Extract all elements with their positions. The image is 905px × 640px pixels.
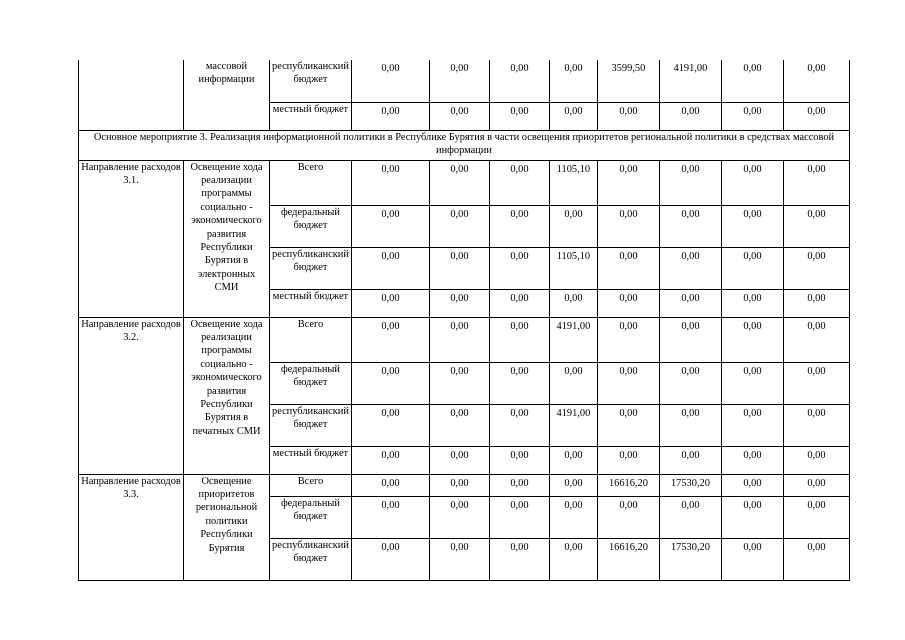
value-cell: 0,00	[783, 317, 849, 362]
value-cell: 0,00	[783, 474, 849, 496]
value-cell: 0,00	[549, 446, 597, 474]
value-cell: 1105,10	[549, 247, 597, 289]
value-cell: 0,00	[597, 404, 659, 446]
funding-source-cell: Всего	[270, 317, 352, 362]
value-cell: 0,00	[429, 474, 489, 496]
value-cell: 0,00	[549, 60, 597, 102]
value-cell: 0,00	[351, 205, 429, 247]
budget-table-page	[78, 60, 850, 581]
funding-source-cell: федеральный бюджет	[270, 205, 352, 247]
direction-label-cell: Направление расходов 3.3.	[79, 474, 184, 580]
funding-source-cell: Всего	[270, 160, 352, 205]
value-cell: 0,00	[659, 102, 721, 130]
value-cell: 0,00	[429, 160, 489, 205]
value-cell: 0,00	[783, 102, 849, 130]
value-cell: 0,00	[659, 247, 721, 289]
section-title: Основное мероприятие 3. Реализация информационной политики в Республике Бурятия в части освещения приоритетов региональной политики в средствах массовой информации	[79, 130, 850, 160]
value-cell: 0,00	[659, 496, 721, 538]
value-cell: 0,00	[351, 538, 429, 580]
value-cell: 0,00	[549, 205, 597, 247]
value-cell: 0,00	[489, 474, 549, 496]
value-cell: 0,00	[783, 60, 849, 102]
value-cell: 0,00	[489, 538, 549, 580]
value-cell: 0,00	[597, 102, 659, 130]
funding-source-cell: федеральный бюджет	[270, 362, 352, 404]
value-cell: 0,00	[489, 317, 549, 362]
funding-source-cell: республиканский бюджет	[270, 404, 352, 446]
value-cell: 0,00	[659, 160, 721, 205]
funding-source-cell: республиканский бюджет	[270, 60, 352, 102]
funding-source-cell: местный бюджет	[270, 446, 352, 474]
value-cell: 1105,10	[549, 160, 597, 205]
value-cell: 0,00	[659, 289, 721, 317]
value-cell: 0,00	[429, 247, 489, 289]
value-cell: 0,00	[597, 317, 659, 362]
value-cell: 16616,20	[597, 474, 659, 496]
direction-name-cell: Освещение приоритетов региональной политики Республики Бурятия	[184, 474, 270, 580]
value-cell: 0,00	[429, 205, 489, 247]
funding-source-cell: республиканский бюджет	[270, 247, 352, 289]
value-cell: 0,00	[659, 205, 721, 247]
value-cell: 0,00	[429, 404, 489, 446]
value-cell: 0,00	[429, 446, 489, 474]
section-title-row	[79, 130, 850, 160]
value-cell: 0,00	[721, 446, 783, 474]
value-cell: 0,00	[597, 205, 659, 247]
value-cell: 0,00	[351, 60, 429, 102]
value-cell: 0,00	[429, 289, 489, 317]
value-cell: 0,00	[721, 317, 783, 362]
value-cell: 0,00	[783, 289, 849, 317]
value-cell: 0,00	[783, 538, 849, 580]
value-cell: 0,00	[721, 205, 783, 247]
value-cell: 0,00	[489, 362, 549, 404]
value-cell: 0,00	[351, 289, 429, 317]
value-cell: 0,00	[351, 446, 429, 474]
value-cell: 0,00	[721, 289, 783, 317]
value-cell: 0,00	[783, 247, 849, 289]
value-cell: 17530,20	[659, 538, 721, 580]
value-cell: 0,00	[659, 446, 721, 474]
value-cell: 0,00	[351, 247, 429, 289]
value-cell: 0,00	[783, 160, 849, 205]
value-cell: 0,00	[351, 102, 429, 130]
value-cell: 0,00	[783, 496, 849, 538]
value-cell: 0,00	[489, 205, 549, 247]
value-cell: 4191,00	[549, 404, 597, 446]
value-cell: 0,00	[429, 60, 489, 102]
value-cell: 0,00	[549, 496, 597, 538]
value-cell: 0,00	[351, 404, 429, 446]
value-cell: 0,00	[549, 538, 597, 580]
value-cell: 4191,00	[659, 60, 721, 102]
value-cell: 0,00	[489, 496, 549, 538]
value-cell: 0,00	[489, 247, 549, 289]
value-cell: 0,00	[351, 474, 429, 496]
funding-source-cell: республиканский бюджет	[270, 538, 352, 580]
value-cell: 0,00	[783, 446, 849, 474]
value-cell: 0,00	[429, 317, 489, 362]
value-cell: 0,00	[659, 404, 721, 446]
funding-source-cell: федеральный бюджет	[270, 496, 352, 538]
value-cell: 0,00	[721, 496, 783, 538]
value-cell: 0,00	[659, 317, 721, 362]
value-cell: 0,00	[489, 404, 549, 446]
funding-source-cell: местный бюджет	[270, 102, 352, 130]
value-cell: 0,00	[721, 362, 783, 404]
value-cell: 16616,20	[597, 538, 659, 580]
direction-name-cell: Освещение хода реализации программы социально - экономического развития Республики Бурятия в электронных СМИ	[184, 160, 270, 317]
table-row	[79, 160, 850, 205]
direction-label-cell: Направление расходов 3.1.	[79, 160, 184, 317]
value-cell: 0,00	[721, 247, 783, 289]
value-cell: 0,00	[549, 102, 597, 130]
value-cell: 0,00	[597, 496, 659, 538]
value-cell: 0,00	[721, 404, 783, 446]
value-cell: 17530,20	[659, 474, 721, 496]
value-cell: 0,00	[721, 60, 783, 102]
budget-table	[78, 60, 850, 581]
value-cell: 0,00	[597, 289, 659, 317]
direction-name-cell: Освещение хода реализации программы социально - экономического развития Республики Бурятия в печатных СМИ	[184, 317, 270, 474]
value-cell: 0,00	[351, 317, 429, 362]
value-cell: 0,00	[597, 446, 659, 474]
funding-source-cell: местный бюджет	[270, 289, 352, 317]
value-cell: 0,00	[351, 362, 429, 404]
value-cell: 0,00	[489, 446, 549, 474]
table-row	[79, 317, 850, 362]
value-cell: 0,00	[429, 362, 489, 404]
value-cell: 0,00	[489, 160, 549, 205]
value-cell: 0,00	[429, 496, 489, 538]
value-cell: 0,00	[489, 102, 549, 130]
value-cell: 0,00	[721, 538, 783, 580]
value-cell: 0,00	[721, 160, 783, 205]
value-cell: 0,00	[597, 362, 659, 404]
value-cell: 0,00	[783, 362, 849, 404]
value-cell: 4191,00	[549, 317, 597, 362]
value-cell: 0,00	[549, 474, 597, 496]
direction-label-cell: Направление расходов 3.2.	[79, 317, 184, 474]
value-cell: 0,00	[659, 362, 721, 404]
value-cell: 0,00	[549, 362, 597, 404]
direction-label-cell	[79, 60, 184, 130]
value-cell: 0,00	[783, 205, 849, 247]
value-cell: 0,00	[721, 474, 783, 496]
value-cell: 0,00	[429, 538, 489, 580]
value-cell: 0,00	[549, 289, 597, 317]
value-cell: 0,00	[489, 60, 549, 102]
table-row	[79, 474, 850, 496]
value-cell: 3599,50	[597, 60, 659, 102]
direction-name-cell: массовой информации	[184, 60, 270, 130]
value-cell: 0,00	[783, 404, 849, 446]
table-row	[79, 60, 850, 102]
value-cell: 0,00	[429, 102, 489, 130]
value-cell: 0,00	[489, 289, 549, 317]
value-cell: 0,00	[351, 496, 429, 538]
value-cell: 0,00	[597, 160, 659, 205]
funding-source-cell: Всего	[270, 474, 352, 496]
value-cell: 0,00	[351, 160, 429, 205]
value-cell: 0,00	[721, 102, 783, 130]
value-cell: 0,00	[597, 247, 659, 289]
